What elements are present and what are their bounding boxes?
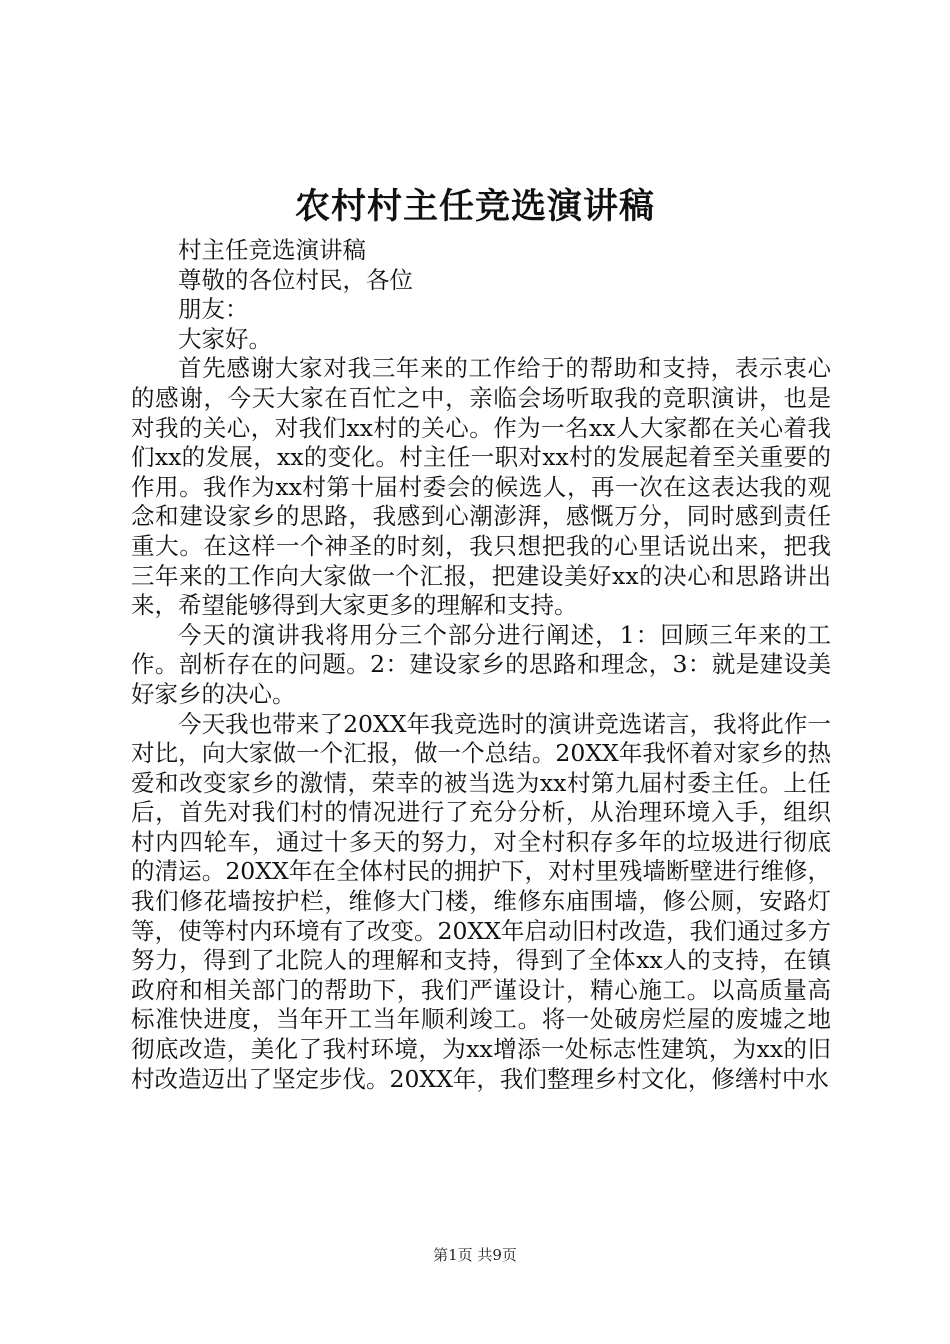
- paragraph-thanks: 首先感谢大家对我三年来的工作给于的帮助和支持，表示衷心的感谢，今天大家在百忙之中，亲临会场听取我的竞职演讲，也是对我的关心，对我们xx村的关心。作为一名xx人大家都在关心着我们xx的发展，xx的变化。村主任一职对xx村的发展起着至关重要的作用。我作为xx村第十届村委会的候选人，再一次在这表达我的观念和建设家乡的思路，我感到心潮澎湃，感慨万分，同时感到责任重大。在这样一个神圣的时刻，我只想把我的心里话说出来，把我三年来的工作向大家做一个汇报，把建设美好xx的决心和思路讲出来，希望能够得到大家更多的理解和支持。: [131, 354, 831, 620]
- page-footer: 第1页 共9页: [433, 1246, 517, 1264]
- paragraph-outline: 今天的演讲我将用分三个部分进行阐述，1：回顾三年来的工作。剖析存在的问题。2：建设家乡的思路和理念，3：就是建设美好家乡的决心。: [131, 620, 831, 708]
- salutation-line: 尊敬的各位村民，各位: [178, 265, 413, 294]
- document-body: [131, 236, 831, 1094]
- salutation-line-continued: 朋友：: [178, 295, 249, 324]
- greeting-line: 大家好。: [178, 324, 272, 353]
- document-title: 农村村主任竞选演讲稿: [294, 186, 655, 227]
- paragraph-review: 今天我也带来了20XX年我竞选时的演讲竞选诺言，我将此作一对比，向大家做一个汇报，做一个总结。20XX年我怀着对家乡的热爱和改变家乡的激情，荣幸的被当选为xx村第九届村委主任。上任后，首先对我们村的情况进行了充分分析，从治理环境入手，组织村内四轮车，通过十多天的努力，对全村积存多年的垃圾进行彻底的清运。20XX年在全体村民的拥护下，对村里残墙断壁进行维修，我们修花墙按护栏，维修大门楼，维修东庙围墙，修公厕，安路灯等，使等村内环境有了改变。20XX年启动旧村改造，我们通过多方努力，得到了北院人的理解和支持，得到了全体xx人的支持，在镇政府和相关部门的帮助下，我们严谨设计，精心施工。以高质量高标准快进度，当年开工当年顺利竣工。将一处破房烂屋的废墟之地彻底改造，美化了我村环境，为xx增添一处标志性建筑，为xx的旧村改造迈出了坚定步伐。20XX年，我们整理乡村文化，修缮村中水: [131, 709, 831, 1093]
- subtitle-line: 村主任竞选演讲稿: [178, 236, 366, 264]
